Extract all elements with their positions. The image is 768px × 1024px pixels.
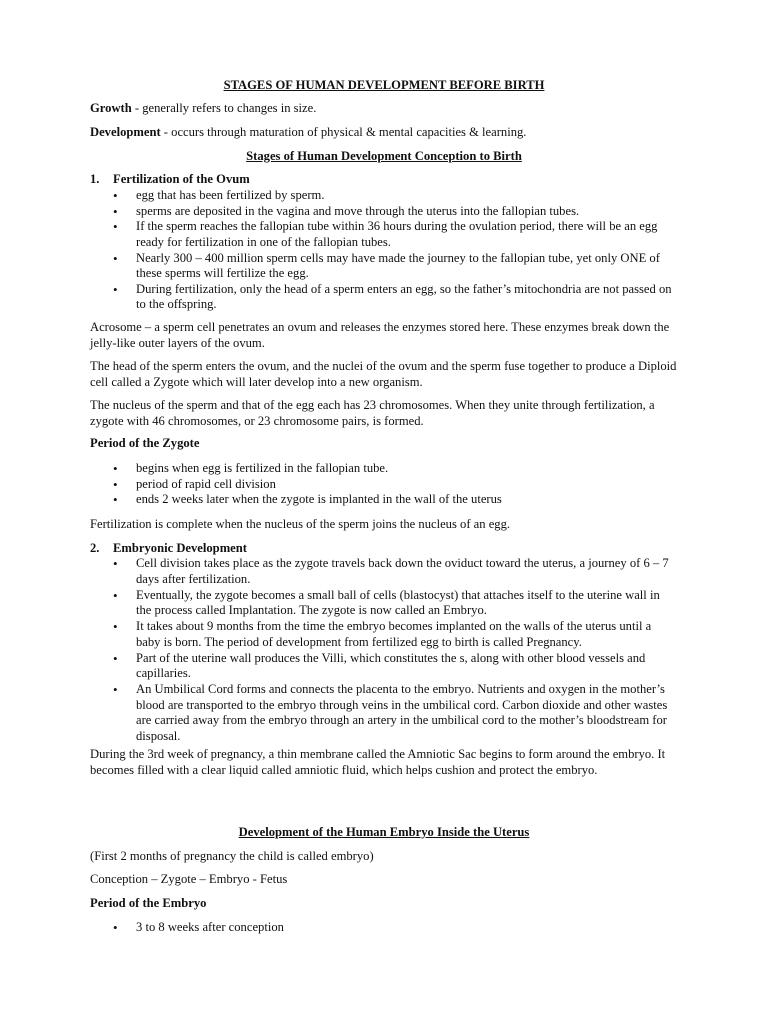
list-item: • period of rapid cell division <box>113 477 673 493</box>
definition-development <box>90 125 680 141</box>
document-title: STAGES OF HUMAN DEVELOPMENT BEFORE BIRTH <box>223 78 545 92</box>
section-number: 1. <box>90 172 100 186</box>
definition-text: - occurs through maturation of physical & mental capacities & learning. <box>160 125 527 139</box>
paragraph-chromosomes: The nucleus of the sperm and that of the egg each has 23 chromosomes. When they unite through fertilization, a zygote with 46 chromosomes, or 23 chromosome pairs, is formed. <box>90 398 655 428</box>
list-item: • Nearly 300 – 400 million sperm cells may have made the journey to the fallopian tube, yet only ONE of these sperms will fertilize the egg. <box>113 251 673 282</box>
embryonic-bullet-list <box>113 556 673 745</box>
section-heading-text: Fertilization of the Ovum <box>113 172 250 186</box>
paragraph-acrosome: Acrosome – a sperm cell penetrates an ovum and releases the enzymes stored here. These enzymes break down the jelly-like outer layers of the ovum. <box>90 320 670 350</box>
definition-term: Growth <box>90 101 132 115</box>
definition-text: - generally refers to changes in size. <box>131 101 317 115</box>
definition-term: Development <box>90 125 161 139</box>
section-number: 2. <box>90 541 100 555</box>
section-heading-fertilization <box>90 172 680 188</box>
list-item: • begins when egg is fertilized in the fallopian tube. <box>113 461 673 477</box>
section-heading-embryonic <box>90 541 680 557</box>
section-subtitle-embryo: Development of the Human Embryo Inside the Uterus <box>238 825 530 839</box>
list-item: • 3 to 8 weeks after conception <box>113 920 673 936</box>
heading-period-of-zygote: Period of the Zygote <box>90 436 200 450</box>
list-item: • sperms are deposited in the vagina and move through the uterus into the fallopian tubes. <box>113 204 673 220</box>
list-item: • ends 2 weeks later when the zygote is implanted in the wall of the uterus <box>113 492 673 508</box>
heading-period-of-embryo: Period of the Embryo <box>90 896 207 910</box>
list-item: • Part of the uterine wall produces the Villi, which constitutes the s, along with other blood vessels and capillaries. <box>113 651 673 682</box>
list-item: • An Umbilical Cord forms and connects the placenta to the embryo. Nutrients and oxygen in the mother’s blood are transported to the embryo through veins in the umbilical cord. Carbon dioxide and other wastes are carried away from the embryo through an artery in the umbilical cord to the mother’s bloodstream for disposal. <box>113 682 673 744</box>
fertilization-bullet-list <box>113 188 673 313</box>
paragraph-zygote-formation: The head of the sperm enters the ovum, and the nuclei of the ovum and the sperm fuse together to produce a Diploid cell called a Zygote which will later develop into a new organism. <box>90 359 677 389</box>
list-item: • Eventually, the zygote becomes a small ball of cells (blastocyst) that attaches itself to the uterine wall in the process called Implantation. The zygote is now called an Embryo. <box>113 588 673 619</box>
list-item: • Cell division takes place as the zygote travels back down the oviduct toward the uterus, a journey of 6 – 7 days after fertilization. <box>113 556 673 587</box>
section-subtitle-stages: Stages of Human Development Conception to Birth <box>246 149 522 163</box>
definition-growth <box>90 101 680 117</box>
paragraph-amniotic-sac: During the 3rd week of pregnancy, a thin membrane called the Amniotic Sac begins to form around the embryo. It becomes filled with a clear liquid called amniotic fluid, which helps cushion and protect the embryo. <box>90 747 666 777</box>
zygote-bullet-list <box>113 461 673 508</box>
paragraph-fertilization-complete: Fertilization is complete when the nucleus of the sperm joins the nucleus of an egg. <box>90 517 511 531</box>
embryo-bullet-list <box>113 920 673 936</box>
list-item: • egg that has been fertilized by sperm. <box>113 188 673 204</box>
list-item: • If the sperm reaches the fallopian tube within 36 hours during the ovulation period, there will be an egg ready for fertilization in one of the fallopian tubes. <box>113 219 673 250</box>
list-item: • During fertilization, only the head of a sperm enters an egg, so the father’s mitochondria are not passed on to the offspring. <box>113 282 673 313</box>
paragraph-first-months: (First 2 months of pregnancy the child is called embryo) <box>90 849 374 863</box>
section-heading-text: Embryonic Development <box>113 541 247 555</box>
paragraph-sequence: Conception – Zygote – Embryo - Fetus <box>90 872 288 886</box>
list-item: • It takes about 9 months from the time the embryo becomes implanted on the walls of the uterus until a baby is born. The period of development from fertilized egg to birth is called Pregnancy. <box>113 619 673 650</box>
